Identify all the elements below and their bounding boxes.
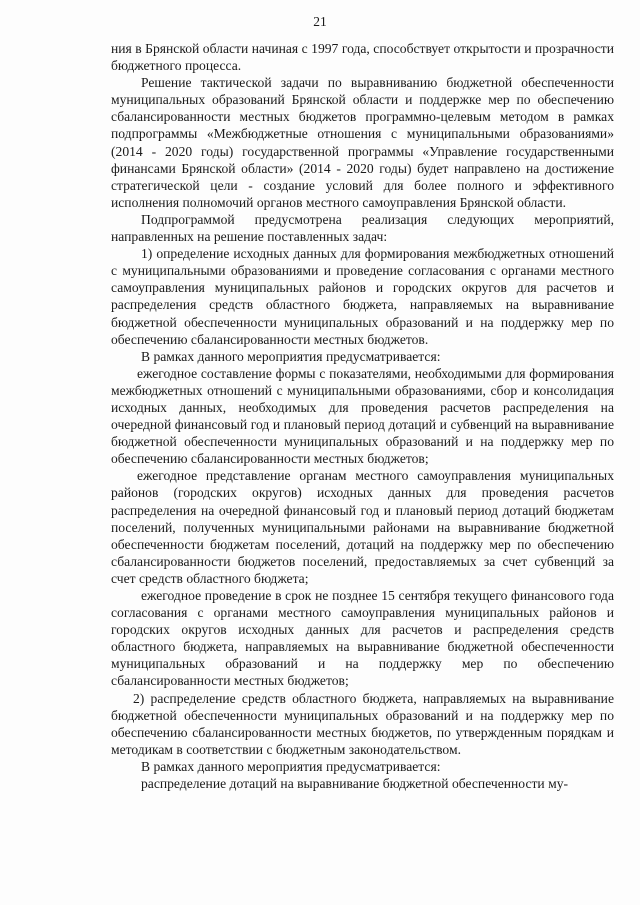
paragraph-subprogram-measures: Подпрограммой предусмотрена реализация следующих мероприятий, направленных на решение поставленных задач: <box>111 211 614 245</box>
paragraph-distribution: распределение дотаций на выравнивание бюджетной обеспеченности му- <box>141 776 569 792</box>
paragraph-provision-heading-2: В рамках данного мероприятия предусматривается: <box>141 758 441 774</box>
paragraph-annual-submission: ежегодное представление органам местного самоуправления муниципальных районов (городских округов) исходных данных для проведения расчетов распределения на очередной финансовый год и плановый период дотаций бюджетам поселений, полученных муниципальными районами на выравнивание бюджетной обеспеченности бюджетам поселений, дотаций на поддержку мер по обеспечению сбалансированности бюджетов поселений, предоставляемых за счет субвенций за счет средств областного бюджета; <box>111 468 614 586</box>
paragraph-annual-agreement: ежегодное проведение в срок не позднее 15 сентября текущего финансового года согласования с органами местного самоуправления муниципальных районов и городских округов исходных данных для расчетов и распределения средств областного бюджета, направляемых на выравнивание бюджетной обеспеченности муниципальных образований и на поддержку мер по обеспечению сбалансированности местных бюджетов; <box>111 588 614 689</box>
paragraph-tactical-task: Решение тактической задачи по выравниванию бюджетной обеспеченности муниципальных образований Брянской области и поддержке мер по обеспечению сбалансированности местных бюджетов программно-целевым методом в рамках подпрограммы «Межбюджетные отношения с муниципальными образованиями» (2014 - 2020 годы) государственной программы «Управление государственными финансами Брянской области» (2014 - 2020 годы) будет направлено на достижение стратегической цели - создание условий для более полного и эффективного исполнения полномочий органов местного самоуправления Брянской области. <box>111 75 614 210</box>
paragraph-measure-2: 2) распределение средств областного бюджета, направляемых на выравнивание бюджетной обеспеченности муниципальных образований и на поддержку мер по обеспечению сбалансированности местных бюджетов, по утвержденным порядкам и методикам в соответствии с бюджетным законодательством. <box>111 690 614 757</box>
paragraph-provision-heading: В рамках данного мероприятия предусматривается: <box>141 348 441 364</box>
paragraph-continuation: ния в Брянской области начиная с 1997 года, способствует открытости и прозрачности бюджетного процесса. <box>111 41 614 74</box>
paragraph-measure-1: 1) определение исходных данных для формирования межбюджетных отношений с муниципальными образованиями и проведение согласования с органами местного самоуправления муниципальных районов и городских округов для расчетов и распределения средств областного бюджета, направляемых на выравнивание бюджетной обеспеченности муниципальных образований и на поддержку мер по обеспечению сбалансированности местных бюджетов. <box>111 246 614 347</box>
page-number: 21 <box>313 14 327 29</box>
document-body <box>111 40 614 792</box>
paragraph-annual-form: ежегодное составление формы с показателями, необходимыми для формирования межбюджетных отношений с муниципальными образованиями, сбор и консолидация исходных данных, необходимых для проведения расчетов распределения на очередной финансовый год и плановый период дотаций и субвенций на выравнивание бюджетной обеспеченности муниципальных образований и на поддержку мер по обеспечению сбалансированности местных бюджетов; <box>111 365 614 467</box>
